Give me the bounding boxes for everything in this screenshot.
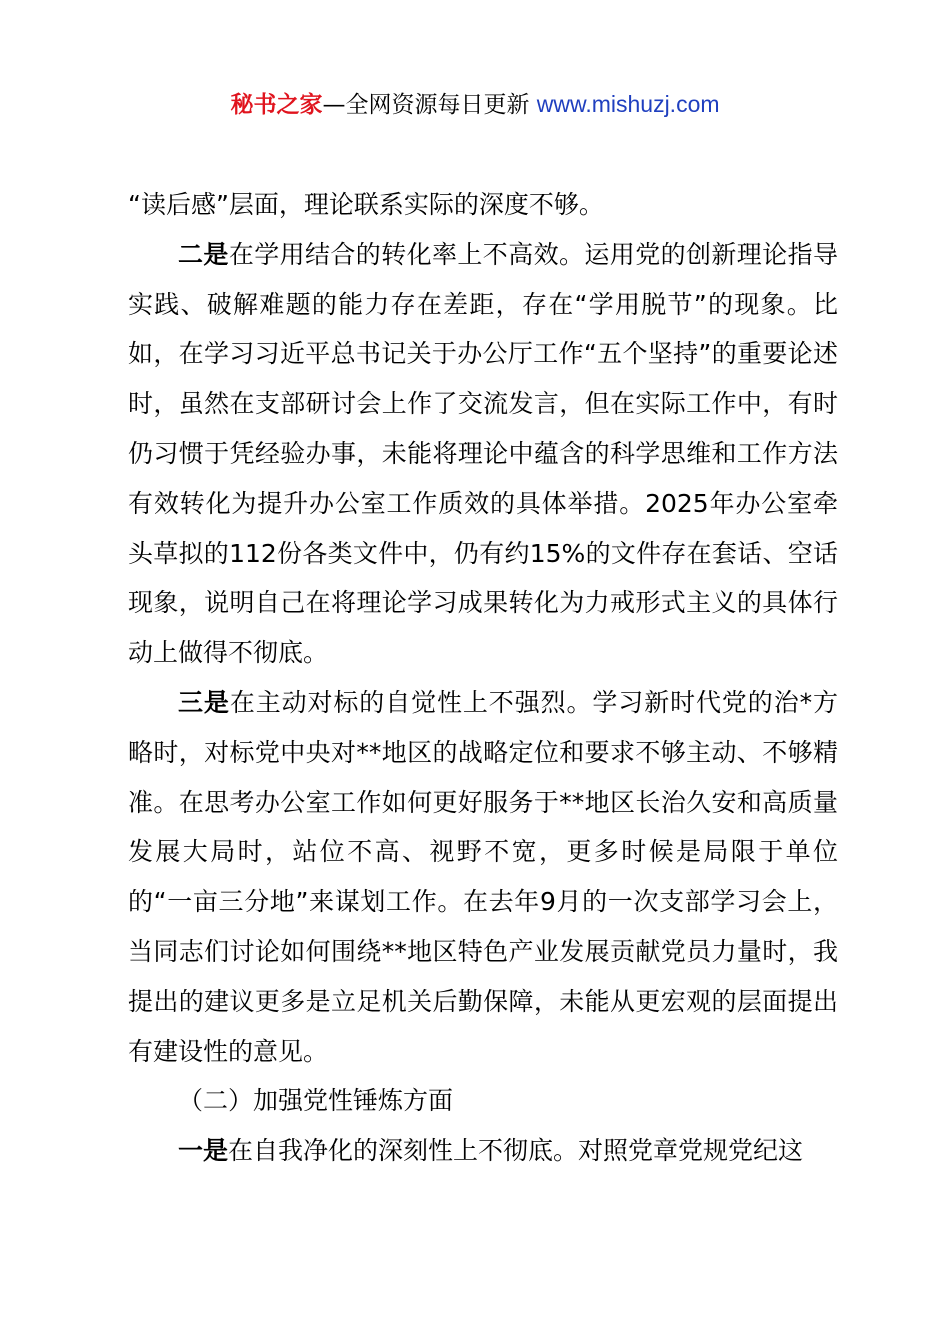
paragraph-text: 在学用结合的转化率上不高效。运用党的创新理论指导实践、破解难题的能力存在差距，存在“学用脱节”的现象。比如，在学习习近平总书记关于办公厅工作“五个坚持”的重要论述时，虽然在支部研讨会上作了交流发言，但在实际工作中，有时仍习惯于凭经验办事，未能将理论中蕴含的科学思维和工作方法有效转化为提升办公室工作质效的具体举措。2025年办公室牵头草拟的112份各类文件中，仍有约15%的文件存在套话、空话现象，说明自己在将理论学习成果转化为力戒形式主义的具体行动上做得不彻底。 xyxy=(128,239,838,668)
paragraph-text: 在主动对标的自觉性上不强烈。学习新时代党的治*方略时，对标党中央对**地区的战略定位和要求不够主动、不够精准。在思考办公室工作如何更好服务于**地区长治久安和高质量发展大局时，站位不高、视野不宽，更多时候是局限于单位的“一亩三分地”来谋划工作。在去年9月的一次支部学习会上，当同志们讨论如何围绕**地区特色产业发展贡献党员力量时，我提出的建议更多是立足机关后勤保障，未能从更宏观的层面提出有建设性的意见。 xyxy=(128,687,838,1066)
section-heading xyxy=(128,1076,838,1126)
document-body xyxy=(128,180,838,1176)
paragraph-lead: 三是 xyxy=(178,687,230,717)
site-url-link[interactable]: www.mishuzj.com xyxy=(536,91,720,117)
paragraph-third-point xyxy=(128,678,838,1076)
paragraph-text: 在自我净化的深刻性上不彻底。对照党章党规党纪这 xyxy=(228,1136,804,1166)
paragraph-first-point xyxy=(128,1126,838,1176)
header-tagline: —全网资源每日更新 xyxy=(322,92,537,118)
paragraph-text: “读后感”层面，理论联系实际的深度不够。 xyxy=(128,190,604,219)
paragraph-lead: 二是 xyxy=(178,239,229,269)
page-header xyxy=(0,88,950,121)
brand-name: 秘书之家 xyxy=(230,92,323,118)
section-heading-text: （二）加强党性锤炼方面 xyxy=(178,1086,454,1116)
paragraph-second-point xyxy=(128,230,838,678)
paragraph-lead: 一是 xyxy=(178,1136,229,1166)
paragraph-continuation xyxy=(128,180,838,230)
